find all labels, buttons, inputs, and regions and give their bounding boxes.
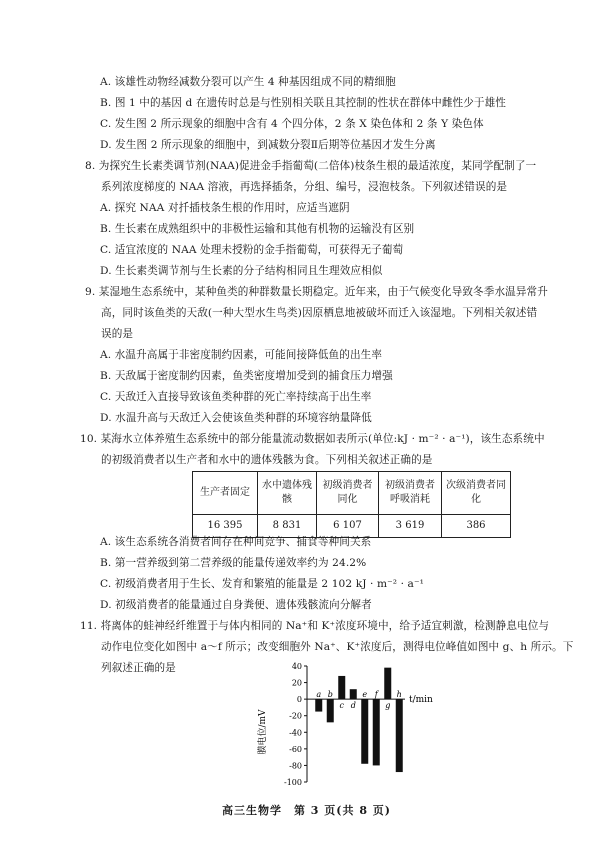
table-header-cell: 水中遗体残骸	[258, 472, 317, 515]
bar-b	[327, 699, 334, 722]
bar-label-h: h	[396, 690, 402, 700]
bar-label-a: a	[316, 690, 322, 700]
bar-label-g: g	[385, 701, 391, 711]
bar-label-b: b	[327, 690, 333, 700]
bar-e	[361, 699, 368, 764]
page-footer: 高三生物学 第 3 页(共 8 页)	[221, 804, 392, 817]
q10-stem-1: 10. 某海水立体养殖生态系统中的部分能量流动数据如表所示(单位:kJ · m⁻² · a⁻¹)，该生态系统中	[80, 433, 545, 445]
y-tick-label: 0	[296, 695, 302, 705]
q11-stem-2: 动作电位变化如图中 a～f 所示；改变细胞外 Na⁺、K⁺浓度后，测得电位峰值如图中 g、h 所示。下	[101, 641, 574, 653]
y-axis-label: 膜电位/mV	[258, 709, 268, 755]
q10-option-a: A. 该生态系统各消费者间存在种间竞争、捕食等种间关系	[100, 536, 372, 548]
q10-option-d: D. 初级消费者的能量通过自身粪便、遗体残骸流向分解者	[100, 599, 372, 611]
bar-c	[338, 676, 345, 699]
q8-option-b: B. 生长素在成熟组织中的非极性运输和其他有机物的运输没有区别	[100, 223, 415, 235]
table-header-cell: 次级消费者同化	[442, 472, 511, 515]
table-cell: 3 619	[379, 515, 442, 538]
q8-stem-1: 8. 为探究生长素类调节剂(NAA)促进金手指葡萄(二倍体)枝条生根的最适浓度，某同学配制了一	[85, 160, 537, 172]
bar-label-d: d	[350, 701, 356, 711]
q7-option-b: B. 图 1 中的基因 d 在遗传时总是与性别相关联且其控制的性状在群体中雌性少于雄性	[100, 97, 506, 109]
q8-stem-2: 系列浓度梯度的 NAA 溶液，再选择插条，分组、编号，浸泡枝条。下列叙述错误的是	[101, 181, 508, 193]
table-cell: 16 395	[193, 515, 258, 538]
table-cell: 8 831	[258, 515, 317, 538]
q11-stem-3: 列叙述正确的是	[101, 662, 176, 674]
y-tick-label: -100	[284, 778, 302, 786]
q10-option-c: C. 初级消费者用于生长、发育和繁殖的能量是 2 102 kJ · m⁻² · a⁻¹	[100, 578, 425, 590]
table-cell: 6 107	[317, 515, 379, 538]
q9-stem-2: 高，同时该鱼类的天敌(一种大型水生鸟类)因原栖息地被破坏而迁入该湿地。下列相关叙述错	[101, 307, 538, 319]
bar-label-e: e	[362, 690, 368, 700]
q9-option-b: B. 天敌属于密度制约因素，鱼类密度增加受到的捕食压力增强	[100, 370, 393, 382]
q7-option-c: C. 发生图 2 所示现象的细胞中含有 4 个四分体，2 条 X 染色体和 2 条 Y 染色体	[100, 118, 484, 130]
q7-option-a: A. 该雄性动物经减数分裂可以产生 4 种基因组成不同的精细胞	[100, 76, 396, 88]
q11-stem-1: 11. 将离体的蛙神经纤维置于与体内相同的 Na⁺和 K⁺浓度环境中，给予适宜刺激，检测静息电位与	[80, 620, 550, 632]
table-header-cell: 生产者固定	[193, 472, 258, 515]
q7-option-d: D. 发生图 2 所示现象的细胞中，到减数分裂Ⅱ后期等位基因才发生分离	[100, 139, 436, 151]
table-header-cell: 初级消费者呼吸消耗	[379, 472, 442, 515]
q9-stem-1: 9. 某湿地生态系统中，某种鱼类的种群数量长期稳定。近年来，由于气候变化导致冬季水温异常升	[85, 286, 548, 298]
energy-flow-table	[192, 471, 511, 538]
q8-option-c: C. 适宜浓度的 NAA 处理未授粉的金手指葡萄，可获得无子葡萄	[100, 244, 404, 256]
q10-option-b: B. 第一营养级到第二营养级的能量传递效率约为 24.2%	[100, 557, 367, 569]
membrane-potential-chart	[255, 660, 435, 786]
q10-stem-2: 的初级消费者以生产者和水中的遗体残骸为食。下列相关叙述正确的是	[101, 454, 433, 466]
y-tick-label: 20	[291, 678, 302, 688]
q9-stem-3: 误的是	[101, 328, 134, 340]
bar-h	[396, 699, 403, 772]
y-tick-label: -80	[289, 761, 302, 771]
y-tick-label: -40	[289, 728, 302, 738]
y-tick-label: -20	[289, 711, 302, 721]
bar-d	[350, 689, 357, 699]
bar-f	[373, 699, 380, 765]
table-header-cell: 初级消费者同化	[317, 472, 379, 515]
bar-label-f: f	[374, 690, 378, 700]
x-axis-label: t/min	[409, 695, 433, 706]
bar-label-c: c	[339, 701, 344, 711]
table-cell: 386	[442, 515, 511, 538]
q8-option-a: A. 探究 NAA 对扦插枝条生根的作用时，应适当遮阴	[100, 202, 350, 214]
q9-option-c: C. 天敌迁入直接导致该鱼类种群的死亡率持续高于出生率	[100, 391, 372, 403]
y-tick-label: -60	[289, 744, 302, 754]
bar-a	[315, 699, 322, 711]
y-tick-label: 40	[291, 662, 302, 671]
q9-option-a: A. 水温升高属于非密度制约因素，可能间接降低鱼的出生率	[100, 349, 383, 361]
table-header-row	[193, 472, 511, 515]
q8-option-d: D. 生长素类调节剂与生长素的分子结构相同且生理效应相似	[100, 265, 383, 277]
bar-g	[384, 668, 391, 699]
q9-option-d: D. 水温升高与天敌迁入会使该鱼类种群的环境容纳量降低	[100, 412, 372, 424]
